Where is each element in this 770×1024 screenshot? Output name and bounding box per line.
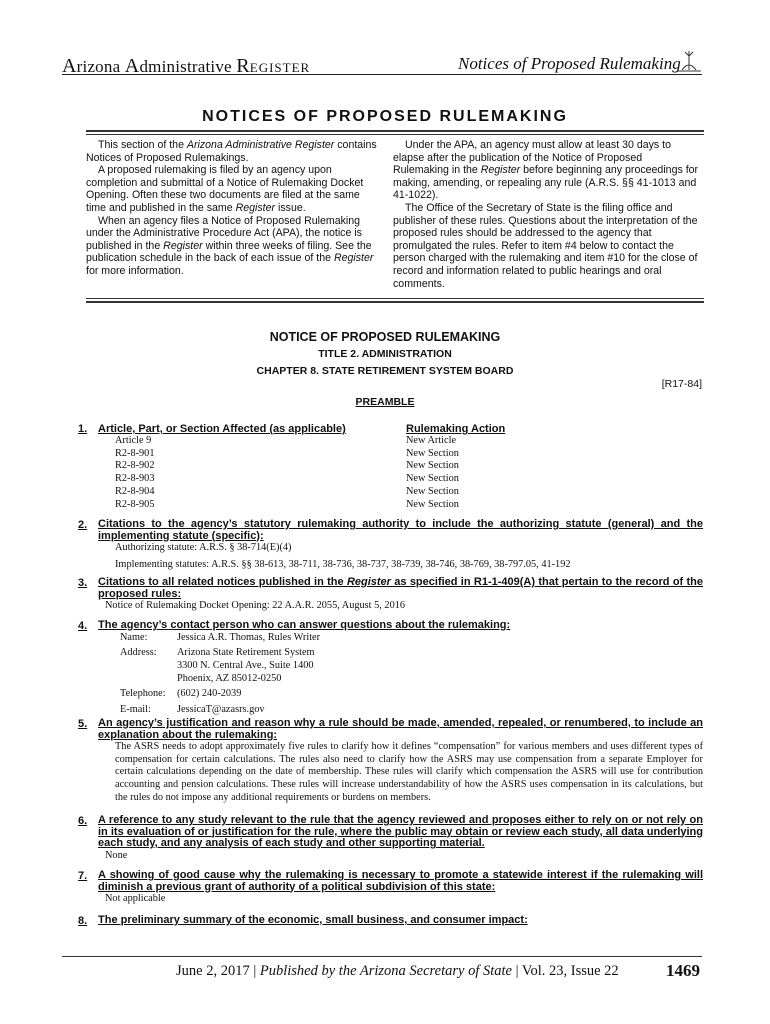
action-column-header: Rulemaking Action xyxy=(406,423,506,435)
item-number: 1. xyxy=(78,423,88,435)
divider xyxy=(86,130,704,132)
preamble-item-4 xyxy=(78,620,703,717)
authorizing-statute: Authorizing statute: A.R.S. § 38-714(E)(4) xyxy=(115,542,292,553)
contact-telephone: Telephone: (602) 240-2039 xyxy=(120,688,242,700)
preamble-item-5 xyxy=(78,718,703,805)
section-name: Notices of Proposed Rulemaking xyxy=(458,54,681,73)
page-number: 1469 xyxy=(666,961,700,980)
footer-citation: June 2, 2017 | Published by the Arizona Secretary of State | Vol. 23, Issue 22 xyxy=(176,963,619,979)
publication-name: Arizona Administrative REGISTER xyxy=(62,55,311,77)
item-heading: A reference to any study relevant to the rule that the agency reviewed and proposes either to rely on or not rely on in its evaluation of or justification for the rule, where the public may obtain or review each study, all data underlying each study, and any analysis of each study and other supporting material. xyxy=(98,814,703,849)
table-row: R2-8-902 New Section xyxy=(115,460,459,472)
intro-paragraph: This section of the Arizona Administrative Register contains Notices of Proposed Rulemakings. xyxy=(86,139,377,164)
item-body: None xyxy=(105,849,128,861)
docket-number: [R17-84] xyxy=(661,378,702,390)
item-body: Notice of Rulemaking Docket Opening: 22 A.A.R. 2055, August 5, 2016 xyxy=(105,600,406,611)
item-number: 3. xyxy=(78,577,88,589)
preamble-heading: PREAMBLE xyxy=(355,396,415,408)
affected-column-header: Article, Part, or Section Affected (as applicable) xyxy=(98,423,346,435)
item-heading: Citations to all related notices published in the Register as specified in R1-1-409(A) that pertain to the record of the proposed rules: xyxy=(98,576,704,600)
register-logo-icon xyxy=(676,48,702,74)
item-number: 2. xyxy=(78,519,88,531)
implementing-statutes: Implementing statutes: A.R.S. §§ 38-613, 38-711, 38-736, 38-737, 38-739, 38-746, 38-769, 38-797.05, 41-192 xyxy=(115,558,571,570)
table-row: R2-8-903 New Section xyxy=(115,473,459,485)
intro-paragraph: A proposed rulemaking is filed by an agency upon completion and submittal of a Notice of Rulemaking Docket Opening. Often these two documents are filed at the same time and published in the same Register issue. xyxy=(86,164,364,214)
item-number: 5. xyxy=(78,718,88,730)
contact-address: Address: Arizona State Retirement System 3300 N. Central Ave., Suite 1400 Phoenix, AZ 85012-0250 xyxy=(120,647,315,684)
item-body: Not applicable xyxy=(105,893,166,904)
preamble-item-8 xyxy=(78,915,703,927)
divider xyxy=(86,298,704,299)
contact-name: Name: Jessica A.R. Thomas, Rules Writer xyxy=(120,631,321,643)
header-rule xyxy=(62,74,702,75)
intro-right-column xyxy=(393,139,699,290)
table-row: R2-8-904 New Section xyxy=(115,485,459,497)
title-heading: TITLE 2. ADMINISTRATION xyxy=(318,348,452,360)
table-row: R2-8-905 New Section xyxy=(115,498,459,510)
item-heading: The agency’s contact person who can answer questions about the rulemaking: xyxy=(98,619,511,631)
intro-paragraph: Under the APA, an agency must allow at least 30 days to elapse after the publication of the Notice of Proposed Rulemaking in the Register before beginning any proceedings for making, amending, or repealing any rule (A.R.S. §§ 41-1013 and 41-1022). xyxy=(393,139,699,202)
item-number: 6. xyxy=(78,815,88,827)
preamble-item-3 xyxy=(78,577,703,613)
item-heading: The preliminary summary of the economic, small business, and consumer impact: xyxy=(98,914,528,926)
divider xyxy=(86,134,704,135)
chapter-heading: CHAPTER 8. STATE RETIREMENT SYSTEM BOARD xyxy=(256,365,514,377)
item-number: 8. xyxy=(78,915,88,927)
contact-email: E-mail: JessicaT@azasrs.gov xyxy=(120,704,265,716)
preamble-item-6 xyxy=(78,815,703,862)
footer-rule xyxy=(62,956,702,957)
preamble-item-7 xyxy=(78,870,703,906)
divider xyxy=(86,301,704,303)
preamble-item-2 xyxy=(78,519,703,571)
item-heading: An agency’s justification and reason why a rule should be made, amended, repealed, or renumbered, to include an explanation about the rulemaking: xyxy=(98,717,703,741)
preamble-item-1 xyxy=(78,423,703,511)
page-title: NOTICES OF PROPOSED RULEMAKING xyxy=(202,108,568,125)
item-heading: Citations to the agency’s statutory rulemaking authority to include the authorizing statute (general) and the implementing statute (specific): xyxy=(98,518,703,542)
notice-heading: NOTICE OF PROPOSED RULEMAKING xyxy=(269,330,501,344)
item-number: 4. xyxy=(78,620,88,632)
table-row: R2-8-901 New Section xyxy=(115,447,459,459)
intro-paragraph: When an agency files a Notice of Proposed Rulemaking under the Administrative Procedure Act (APA), the notice is published in the Register within three weeks of filing. See the publication schedule in the back of each issue of the Register for more information. xyxy=(86,214,374,277)
intro-paragraph: The Office of the Secretary of State is the filing office and publisher of these rules. Questions about the interpretation of the proposed rules should be addressed to the agency that promulgated the rules. Refer to item #4 below to contact the person charged with the rulemaking and item #10 for the close of record and information related to public hearings and oral comments. xyxy=(393,201,698,290)
item-heading: A showing of good cause why the rulemaking is necessary to promote a statewide interest if the rulemaking will diminish a previous grant of authority of a political subdivision of this state: xyxy=(98,869,703,893)
item-body: The ASRS needs to adopt approximately five rules to clarify how it defines “compensation” for various members and uses different types of compensation for certain calculations. The rules also need to clarify how the ASRS may use compensation from a separate Employer for certain calculations depending on the date of membership. These rules will clarify which compensation the ASRS will use for contribution accounting and pension calculations. These rules will increase understandability of how the ASRS uses compensation in its calculations, but the rules do not impose any additional requirements or burdens on members. xyxy=(115,741,703,803)
intro-left-column xyxy=(86,139,378,278)
table-row: Article 9 New Article xyxy=(115,435,457,446)
item-number: 7. xyxy=(78,870,88,882)
